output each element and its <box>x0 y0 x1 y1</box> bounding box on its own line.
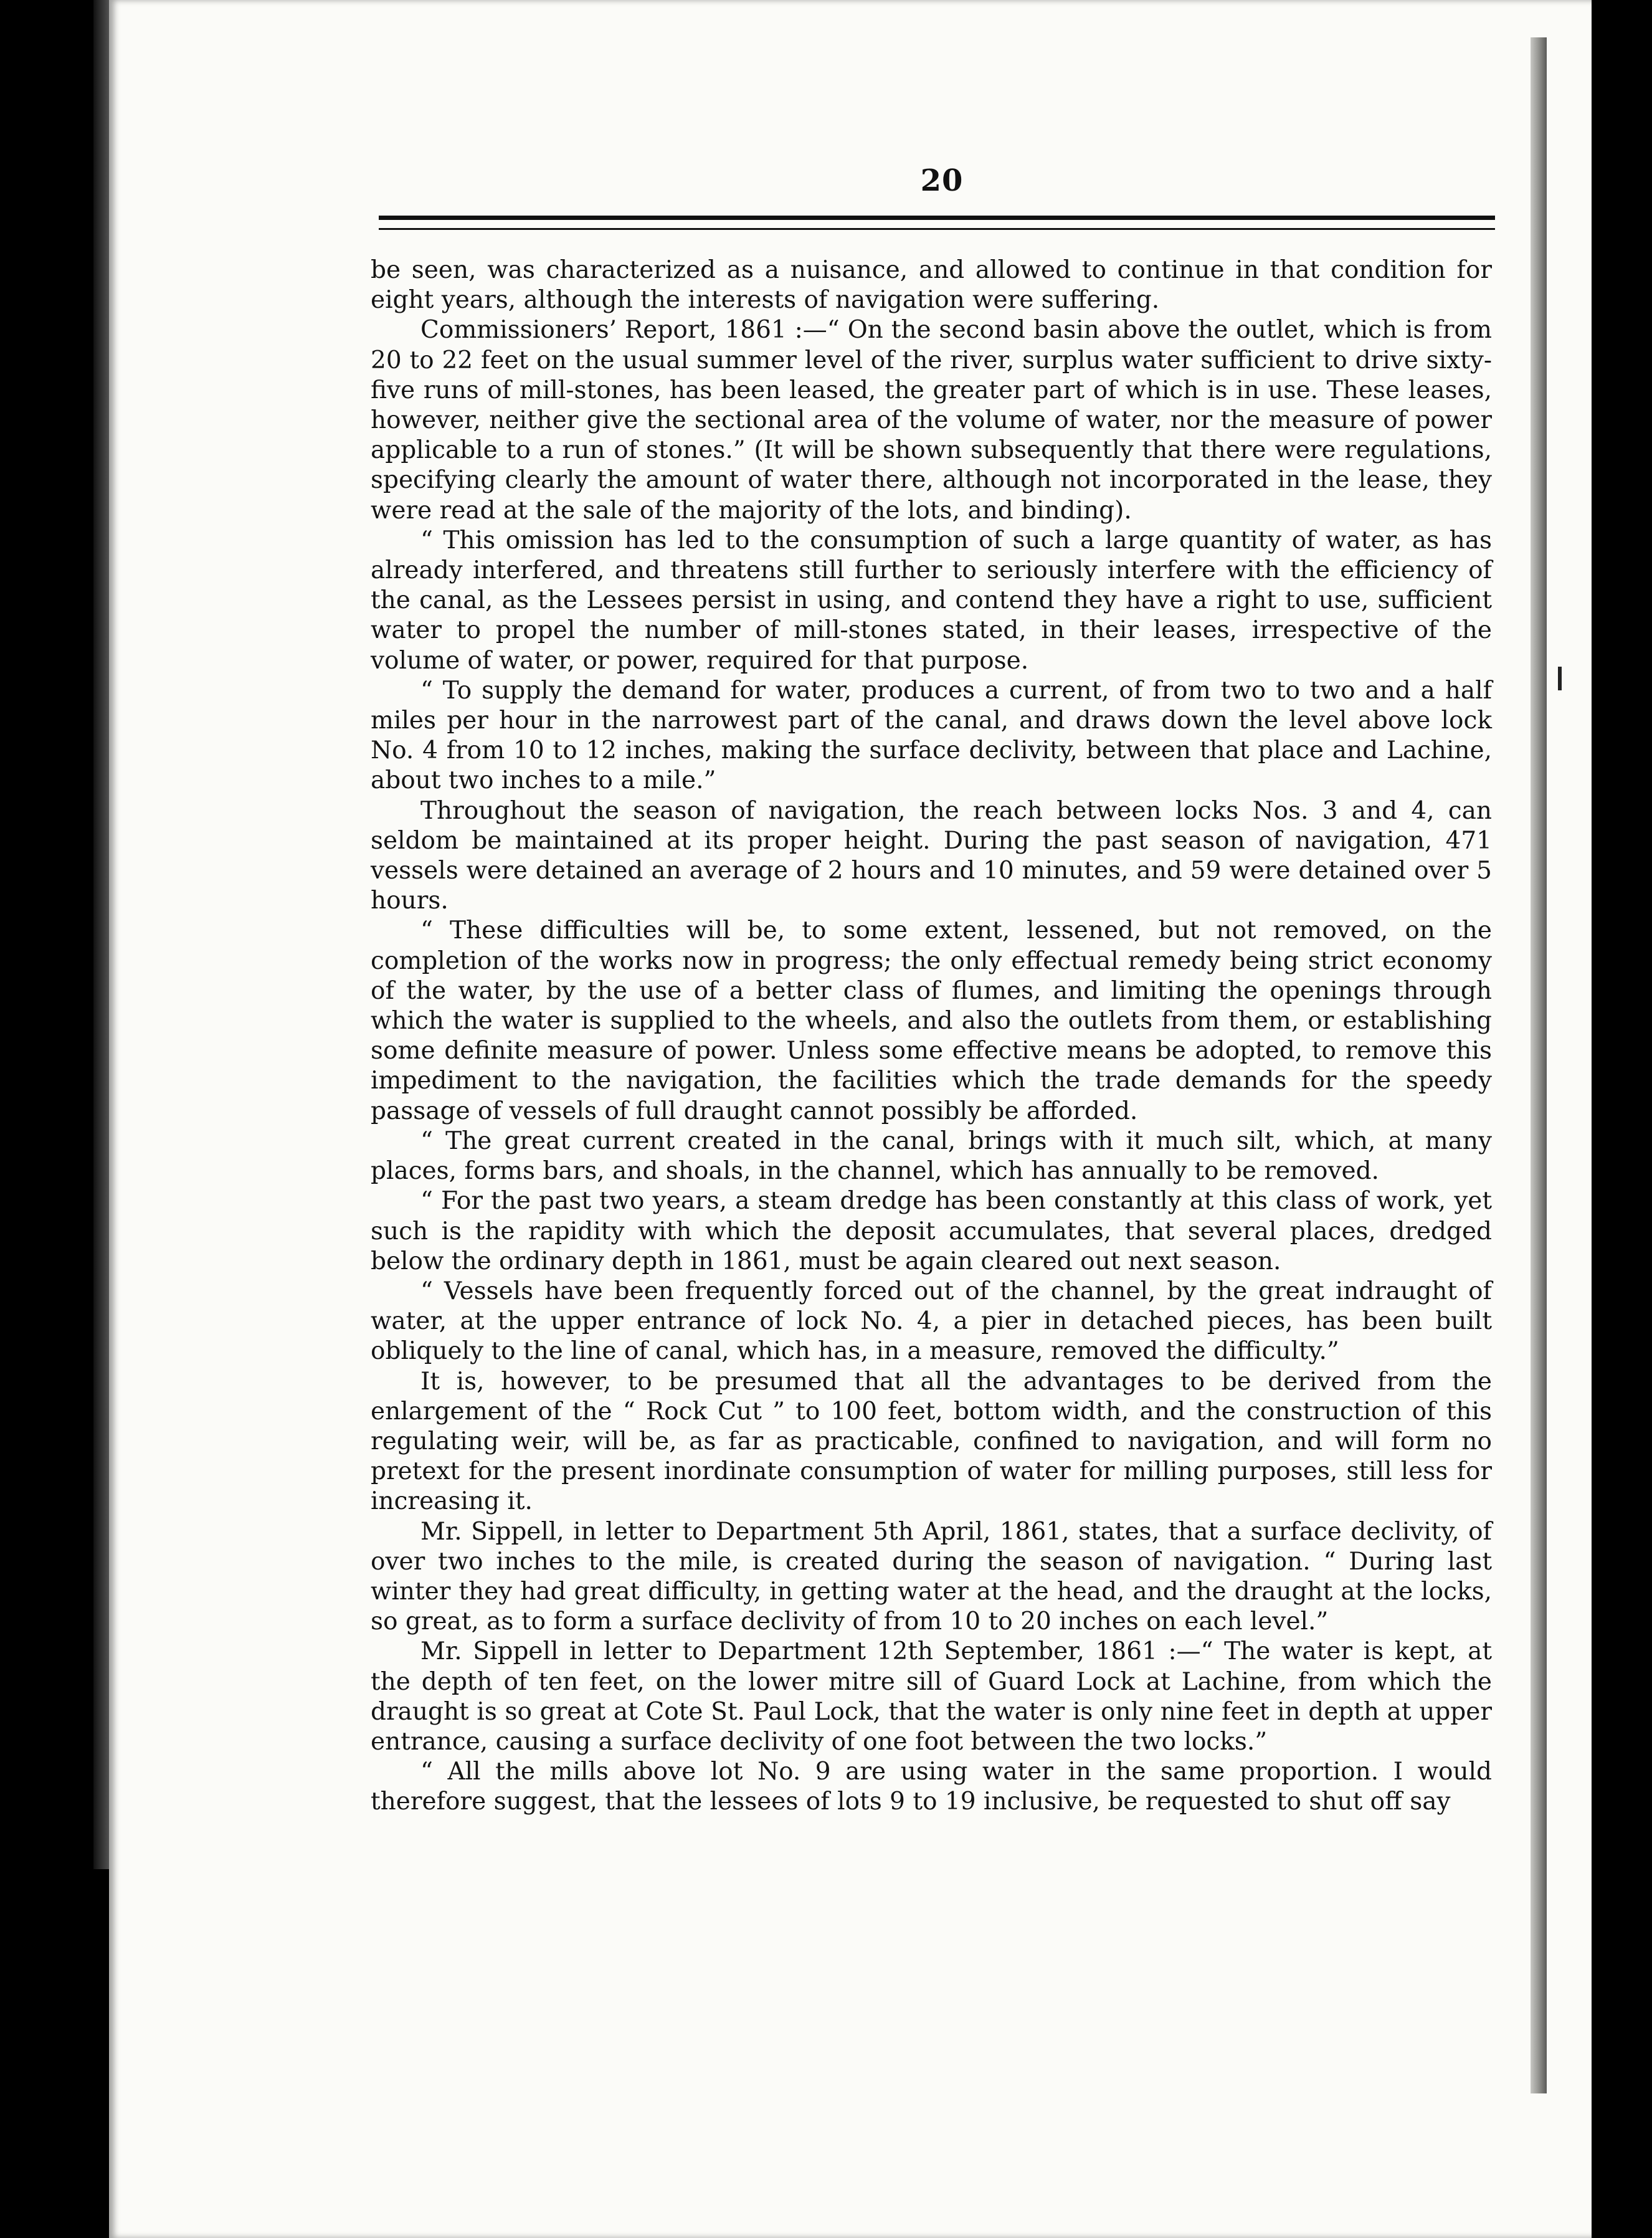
paragraph: “ The great current created in the canal, brings with it much silt, which, at many places, forms bars, and shoals, in the channel, which has annually to be removed. <box>371 1126 1492 1186</box>
body-text <box>371 255 1492 1817</box>
paragraph: “ This omission has led to the consumption of such a large quantity of water, as has already interfered, and threatens still further to seriously interfere with the efficiency of the canal, as the Lessees persist in using, and contend they have a right to use, sufficient water to propel the number of mill-stones stated, in their leases, irrespective of the volume of water, or power, required for that purpose. <box>371 526 1492 675</box>
header-rule-thick <box>379 216 1495 220</box>
paragraph: Mr. Sippell, in letter to Department 5th April, 1861, states, that a surface declivity, of over two inches to the mile, is created during the season of navigation. “ During last winter they had great difficulty, in getting water at the head, and the draught at the locks, so great, as to form a surface declivity of from 10 to 20 inches on each level.” <box>371 1517 1492 1636</box>
margin-mark <box>1558 667 1562 690</box>
paragraph: Commissioners’ Report, 1861 :—“ On the second basin above the outlet, which is from 20 to 22 feet on the usual summer level of the river, surplus water sufficient to drive sixty-five runs of mill-stones, has been leased, the greater part of which is in use. These leases, however, neither give the sectional area of the volume of water, nor the measure of power applicable to a run of stones.” (It will be shown subsequently that there were regulations, specifying clearly the amount of water there, although not incorporated in the lease, they were read at the sale of the majority of the lots, and binding). <box>371 316 1492 525</box>
paragraph: be seen, was characterized as a nuisance, and allowed to continue in that condition for eight years, although the interests of navigation were suffering. <box>371 256 1492 315</box>
paragraph: “ To supply the demand for water, produces a current, of from two to two and a half miles per hour in the narrowest part of the canal, and draws down the level above lock No. 4 from 10 to 12 inches, making the surface declivity, between that place and Lachine, about two inches to a mile.” <box>371 676 1492 795</box>
paragraph: “ Vessels have been frequently forced out of the channel, by the great indraught of water, at the upper entrance of lock No. 4, a pier in detached pieces, has been built obliquely to the line of canal, which has, in a measure, removed the difficulty.” <box>371 1277 1492 1366</box>
page-number: 20 <box>920 163 964 198</box>
paragraph: Throughout the season of navigation, the reach between locks Nos. 3 and 4, can seldom be maintained at its proper height. During the past season of navigation, 471 vessels were detained an average of 2 hours and 10 minutes, and 59 were detained over 5 hours. <box>371 796 1492 915</box>
paragraph: “ All the mills above lot No. 9 are using water in the same proportion. I would therefore suggest, that the lessees of lots 9 to 19 inclusive, be requested to shut off say <box>371 1758 1492 1816</box>
header-rule-thin <box>379 228 1495 230</box>
paragraph: Mr. Sippell in letter to Department 12th September, 1861 :—“ The water is kept, at the depth of ten feet, on the lower mitre sill of Guard Lock at Lachine, from which the draught is so great at Cote St. Paul Lock, that the water is only nine feet in depth at upper entrance, causing a surface declivity of one foot between the two locks.” <box>371 1637 1492 1756</box>
paragraph: “ For the past two years, a steam dredge has been constantly at this class of work, yet such is the rapidity with which the deposit accumulates, that several places, dredged below the ordinary depth in 1861, must be again cleared out next season. <box>371 1187 1492 1275</box>
page-edge-shadow <box>1531 37 1547 2093</box>
paragraph: It is, however, to be presumed that all the advantages to be derived from the enlargement of the “ Rock Cut ” to 100 feet, bottom width, and the construction of this regulating weir, will be, as far as practicable, confined to navigation, and will form no pretext for the present inordinate consumption of water for milling purposes, still less for increasing it. <box>371 1367 1492 1516</box>
paragraph: “ These difficulties will be, to some extent, lessened, but not removed, on the completion of the works now in progress; the only effectual remedy being strict economy of the water, by the use of a better class of flumes, and limiting the openings through which the water is supplied to the wheels, and also the outlets from them, or establishing some definite measure of power. Unless some effective means be adopted, to remove this impediment to the navigation, the facilities which the trade demands for the speedy passage of vessels of full draught cannot possibly be afforded. <box>371 917 1492 1125</box>
